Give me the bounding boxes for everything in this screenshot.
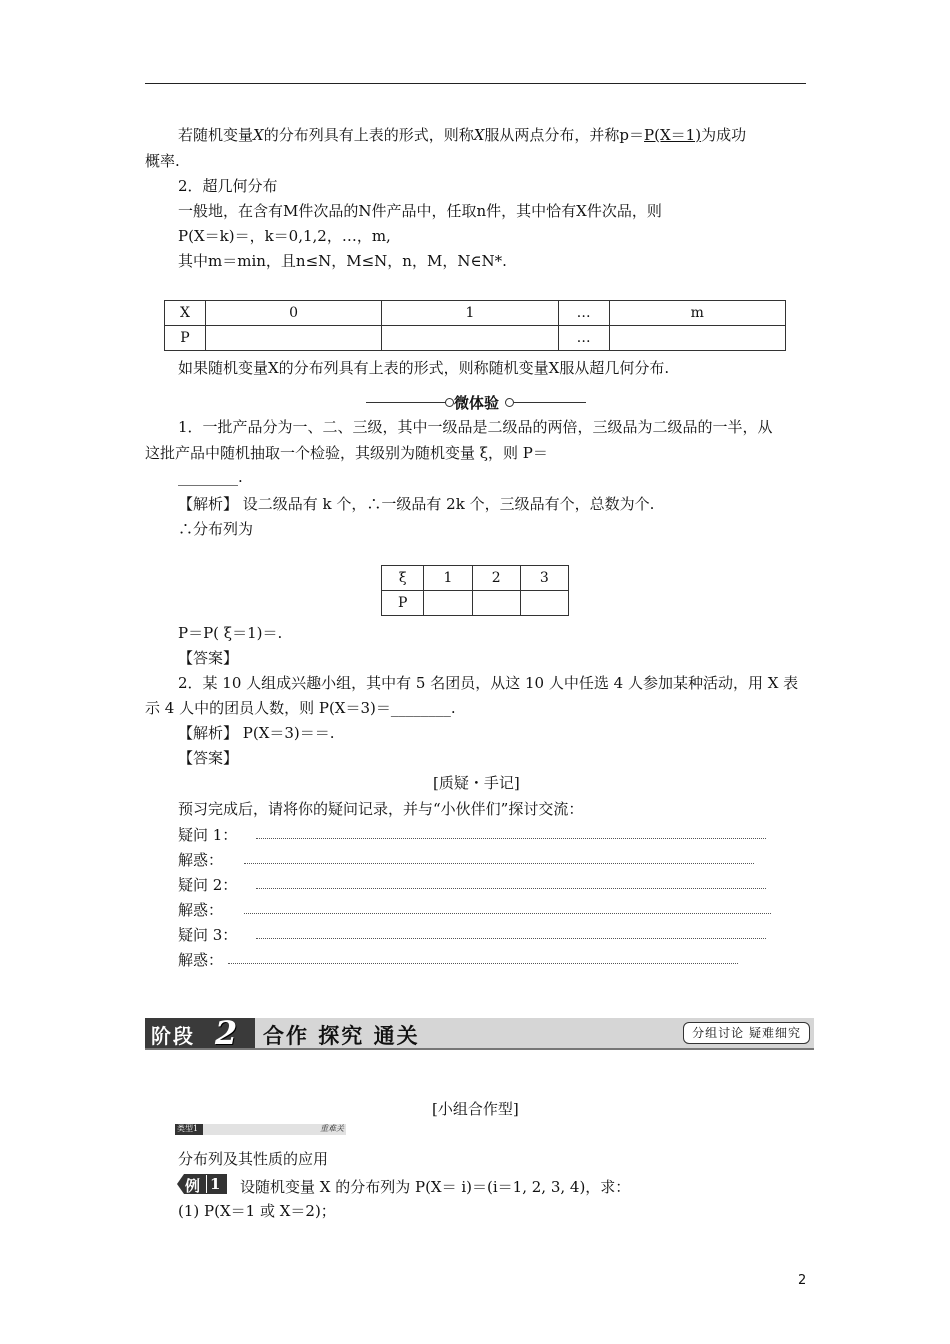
table-row <box>165 301 786 326</box>
example-text: 设随机变量 X 的分布列为 P(X＝ i)＝(i＝1, 2, 3, 4)，求： <box>240 1178 631 1196</box>
text-seg: p＝ <box>619 126 645 144</box>
section-heading: [小组合作型] <box>432 1100 519 1118</box>
note-label: 疑问 2： <box>178 876 238 894</box>
table-cell <box>382 326 558 351</box>
stage-tag: 分组讨论 疑难细究 <box>683 1022 810 1044</box>
stage-banner <box>145 1014 814 1052</box>
example-badge <box>177 1174 227 1194</box>
table-cell: … <box>558 301 609 326</box>
type-bar-left: 类型1 <box>177 1124 199 1133</box>
table-cell: … <box>558 326 609 351</box>
table-cell: 3 <box>520 566 568 591</box>
stage-label: 阶段 <box>151 1024 195 1048</box>
table-cell <box>205 326 381 351</box>
note-line[interactable] <box>244 913 771 914</box>
table-cell: 2 <box>472 566 520 591</box>
question-1-cont: 这批产品中随机抽取一个检验，其级别为随机变量 ξ，则 P＝ <box>145 444 548 462</box>
topic-title: 分布列及其性质的应用 <box>178 1150 329 1168</box>
para-line: 预习完成后，请将你的疑问记录，并与“小伙伴们”探讨交流： <box>178 800 584 818</box>
para-line: ∴分布列为 <box>178 520 254 538</box>
question-1: 1．一批产品分为一、二、三级，其中一级品是二级品的两倍，三级品为二级品的一半，从 <box>178 418 773 436</box>
question-2: 2．某 10 人组成兴趣小组，其中有 5 名团员，从这 10 人中任选 4 人参加某种活动，用 X 表 <box>178 674 799 692</box>
xi-distribution-table <box>381 565 569 616</box>
divider-label: 微体验 <box>454 394 500 412</box>
answer-blank: ________. <box>178 468 243 486</box>
note-label: 解惑： <box>178 901 224 919</box>
table-cell <box>609 326 785 351</box>
badge-arrow-icon <box>177 1174 184 1194</box>
note-label: 疑问 3： <box>178 926 238 944</box>
table-cell <box>424 591 472 616</box>
table-row <box>382 591 569 616</box>
text-seg: 若随机变量 <box>178 126 254 144</box>
divider-line <box>514 402 586 403</box>
table-cell: 1 <box>424 566 472 591</box>
example-label: 例 <box>185 1177 201 1195</box>
type-bar <box>175 1124 346 1135</box>
page-number: 2 <box>798 1273 807 1288</box>
table-cell <box>472 591 520 616</box>
para-line: 如果随机变量X的分布列具有上表的形式，则称随机变量X服从超几何分布. <box>178 359 670 377</box>
table-cell: 1 <box>382 301 558 326</box>
note-label: 疑问 1： <box>178 826 238 844</box>
stage-block <box>145 1014 255 1052</box>
para-line: 概率. <box>145 152 180 170</box>
divider-dot <box>445 398 454 407</box>
table-row <box>382 566 569 591</box>
example-number: 1 <box>206 1175 220 1193</box>
table-cell: ξ <box>382 566 424 591</box>
micro-experience-divider <box>366 392 586 412</box>
hypergeometric-table <box>164 300 786 351</box>
stage-number: 2 <box>215 1014 238 1052</box>
note-line[interactable] <box>256 838 766 839</box>
note-line[interactable] <box>256 888 766 889</box>
divider-dot <box>505 398 514 407</box>
example-part-1: (1) P(X＝1 或 X＝2)； <box>178 1202 336 1220</box>
text-seg: 的分布列具有上表的形式，则称 <box>263 126 474 144</box>
note-line[interactable] <box>228 963 738 964</box>
formula-line: P(X＝k)＝，k＝0,1,2，…，m, <box>178 227 391 245</box>
para-line: 一般地，在含有M件次品的N件产品中，任取n件，其中恰有X件次品，则 <box>178 202 662 220</box>
analysis-1: 【解析】 设二级品有 k 个，∴一级品有 2k 个，三级品有个，总数为个. <box>178 495 655 513</box>
table-row <box>165 326 786 351</box>
text-seg: 为成功 <box>701 126 747 144</box>
header-rule <box>145 83 806 84</box>
type-bar-label-block <box>175 1124 203 1135</box>
note-line[interactable] <box>244 863 754 864</box>
section-heading: 2．超几何分布 <box>178 177 278 195</box>
table-cell: 0 <box>205 301 381 326</box>
table-cell: m <box>609 301 785 326</box>
table-cell: P <box>165 326 206 351</box>
table-cell <box>520 591 568 616</box>
note-label: 解惑： <box>178 951 224 969</box>
table-cell: P <box>382 591 424 616</box>
table-cell: X <box>165 301 206 326</box>
answer-label: 【答案】 <box>178 749 239 767</box>
note-label: 解惑： <box>178 851 224 869</box>
type-bar-right: 重难关 <box>320 1124 344 1133</box>
question-2-cont: 示 4 人中的团员人数，则 P(X＝3)＝________. <box>145 699 456 717</box>
para-line: 其中m＝min，且n≤N，M≤N，n，M，N∈N*. <box>178 252 507 270</box>
para-two-point: 若随机变量X的分布列具有上表的形式，则称X服从两点分布，并称p＝P(X＝1)为成功 <box>178 126 747 144</box>
answer-label: 【答案】 <box>178 649 239 667</box>
success-prob: P(X＝1) <box>644 126 702 144</box>
text-seg: 服从两点分布，并称 <box>484 126 620 144</box>
stage-title: 合作 探究 通关 <box>263 1024 420 1048</box>
notes-heading: [质疑・手记] <box>433 774 520 792</box>
analysis-2: 【解析】 P(X＝3)＝＝. <box>178 724 335 742</box>
divider-line <box>366 402 446 403</box>
note-line[interactable] <box>256 938 766 939</box>
result-line: P＝P( ξ＝1)＝. <box>178 624 283 642</box>
